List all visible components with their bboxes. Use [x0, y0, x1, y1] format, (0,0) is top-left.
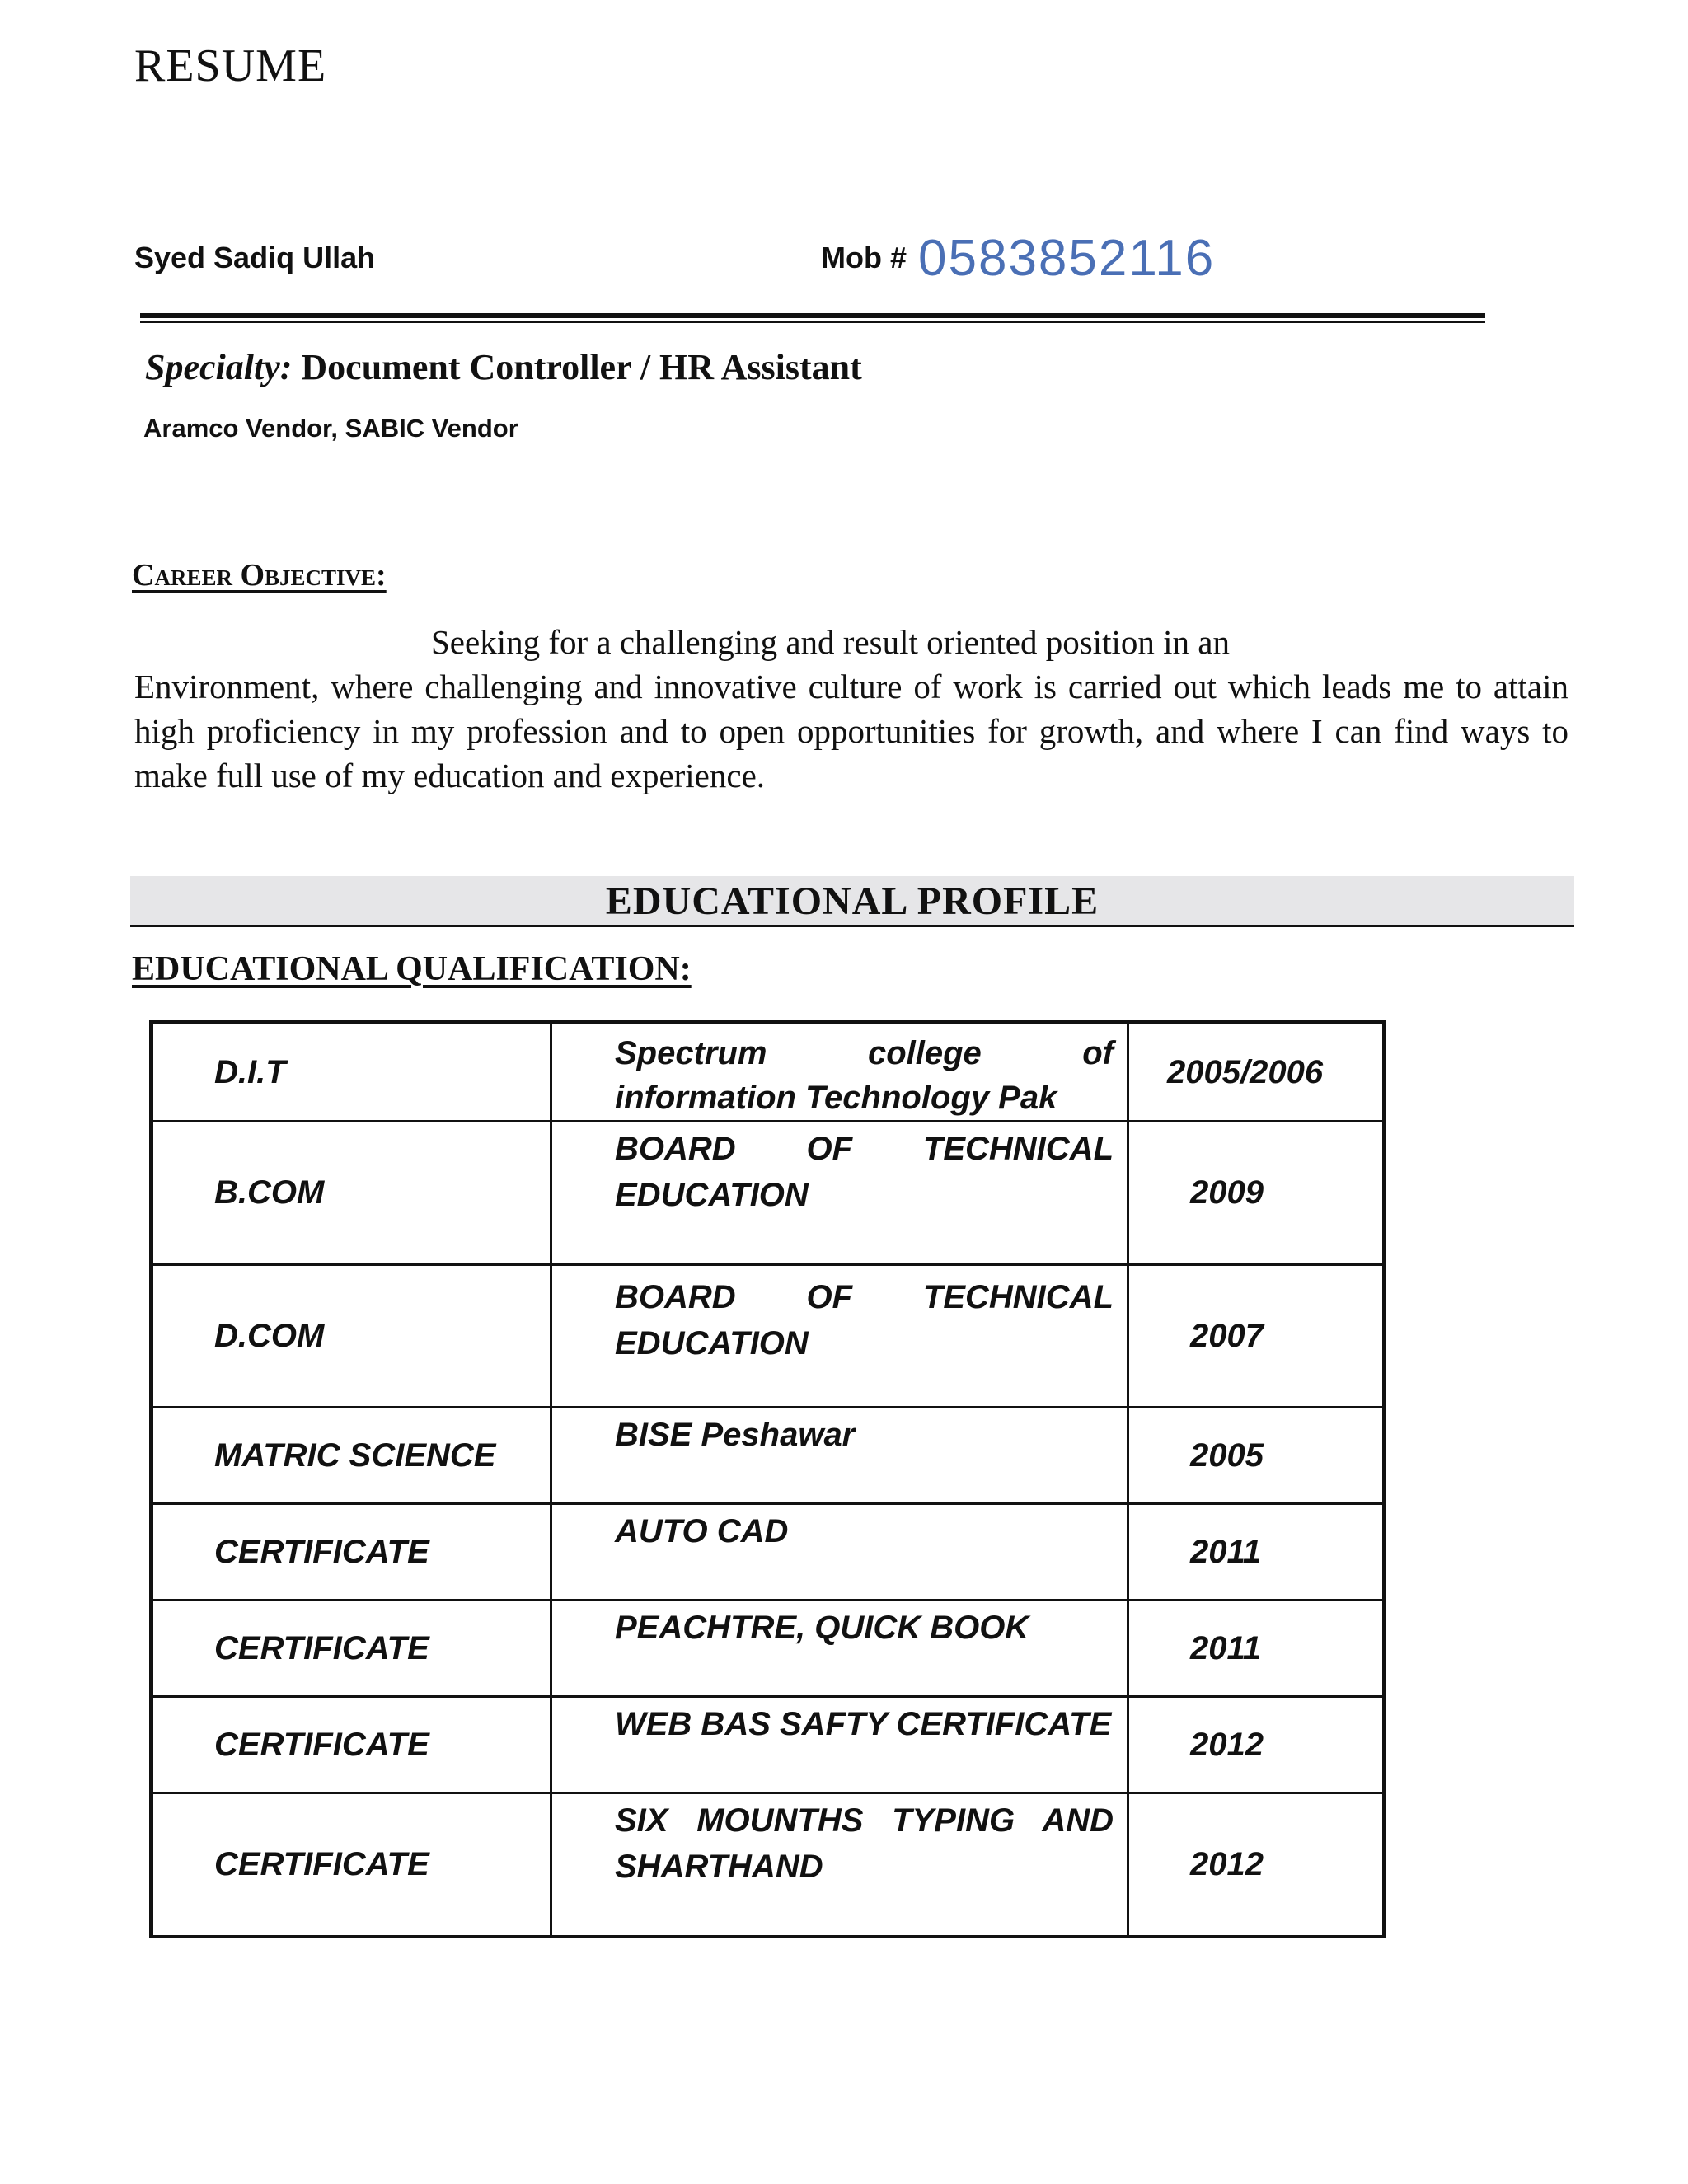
year-cell: 2007	[1128, 1265, 1384, 1408]
table-row	[152, 1601, 1384, 1697]
degree-cell: CERTIFICATE	[152, 1697, 551, 1793]
table-row	[152, 1408, 1384, 1504]
career-objective-heading: Career Objective:	[132, 558, 387, 593]
year-cell: 2011	[1128, 1601, 1384, 1697]
table-row	[152, 1122, 1384, 1265]
educational-qualification-heading: EDUCATIONAL QUALIFICATION:	[132, 950, 692, 988]
institution-cell: BOARD OF TECHNICAL EDUCATION	[551, 1265, 1128, 1408]
institution-cell: BISE Peshawar	[551, 1408, 1128, 1504]
mobile-label: Mob #	[821, 241, 907, 274]
institution-cell: AUTO CAD	[551, 1504, 1128, 1601]
specialty-label: Specialty:	[145, 347, 293, 387]
year-cell: 2009	[1128, 1122, 1384, 1265]
education-table	[149, 1020, 1386, 1938]
table-row	[152, 1697, 1384, 1793]
institution-cell: Spectrum college of information Technology Pak	[551, 1023, 1128, 1122]
year-cell: 2005/2006	[1128, 1023, 1384, 1122]
table-row	[152, 1504, 1384, 1601]
year-cell: 2005	[1128, 1408, 1384, 1504]
degree-cell: B.COM	[152, 1122, 551, 1265]
objective-first-line: Seeking for a challenging and result oriented position in an	[431, 623, 1230, 661]
candidate-name: Syed Sadiq Ullah	[134, 241, 376, 274]
header-divider	[140, 313, 1485, 323]
objective-body: Environment, where challenging and innovative culture of work is carried out which leads me to attain high proficiency in my profession and to open opportunities for growth, and where I can find ways to make full use of my education and experience.	[134, 668, 1568, 794]
institution-cell: SIX MOUNTHS TYPING AND SHARTHAND	[551, 1793, 1128, 1937]
specialty-value: Document Controller / HR Assistant	[301, 347, 862, 387]
institution-cell: WEB BAS SAFTY CERTIFICATE	[551, 1697, 1128, 1793]
vendor-line: Aramco Vendor, SABIC Vendor	[143, 414, 518, 443]
institution-cell: PEACHTRE, QUICK BOOK	[551, 1601, 1128, 1697]
resume-title: RESUME	[134, 40, 327, 91]
table-row	[152, 1793, 1384, 1937]
degree-cell: D.COM	[152, 1265, 551, 1408]
educational-profile-heading: EDUCATIONAL PROFILE	[130, 876, 1574, 927]
degree-cell: CERTIFICATE	[152, 1504, 551, 1601]
specialty-line	[145, 346, 862, 388]
table-row	[152, 1265, 1384, 1408]
degree-cell: CERTIFICATE	[152, 1601, 551, 1697]
degree-cell: CERTIFICATE	[152, 1793, 551, 1937]
table-row	[152, 1023, 1384, 1122]
mobile-number: 0583852116	[918, 230, 1216, 287]
career-objective-text	[134, 620, 1568, 798]
year-cell: 2012	[1128, 1697, 1384, 1793]
degree-cell: D.I.T	[152, 1023, 551, 1122]
institution-cell: BOARD OF TECHNICAL EDUCATION	[551, 1122, 1128, 1265]
year-cell: 2012	[1128, 1793, 1384, 1937]
year-cell: 2011	[1128, 1504, 1384, 1601]
degree-cell: MATRIC SCIENCE	[152, 1408, 551, 1504]
